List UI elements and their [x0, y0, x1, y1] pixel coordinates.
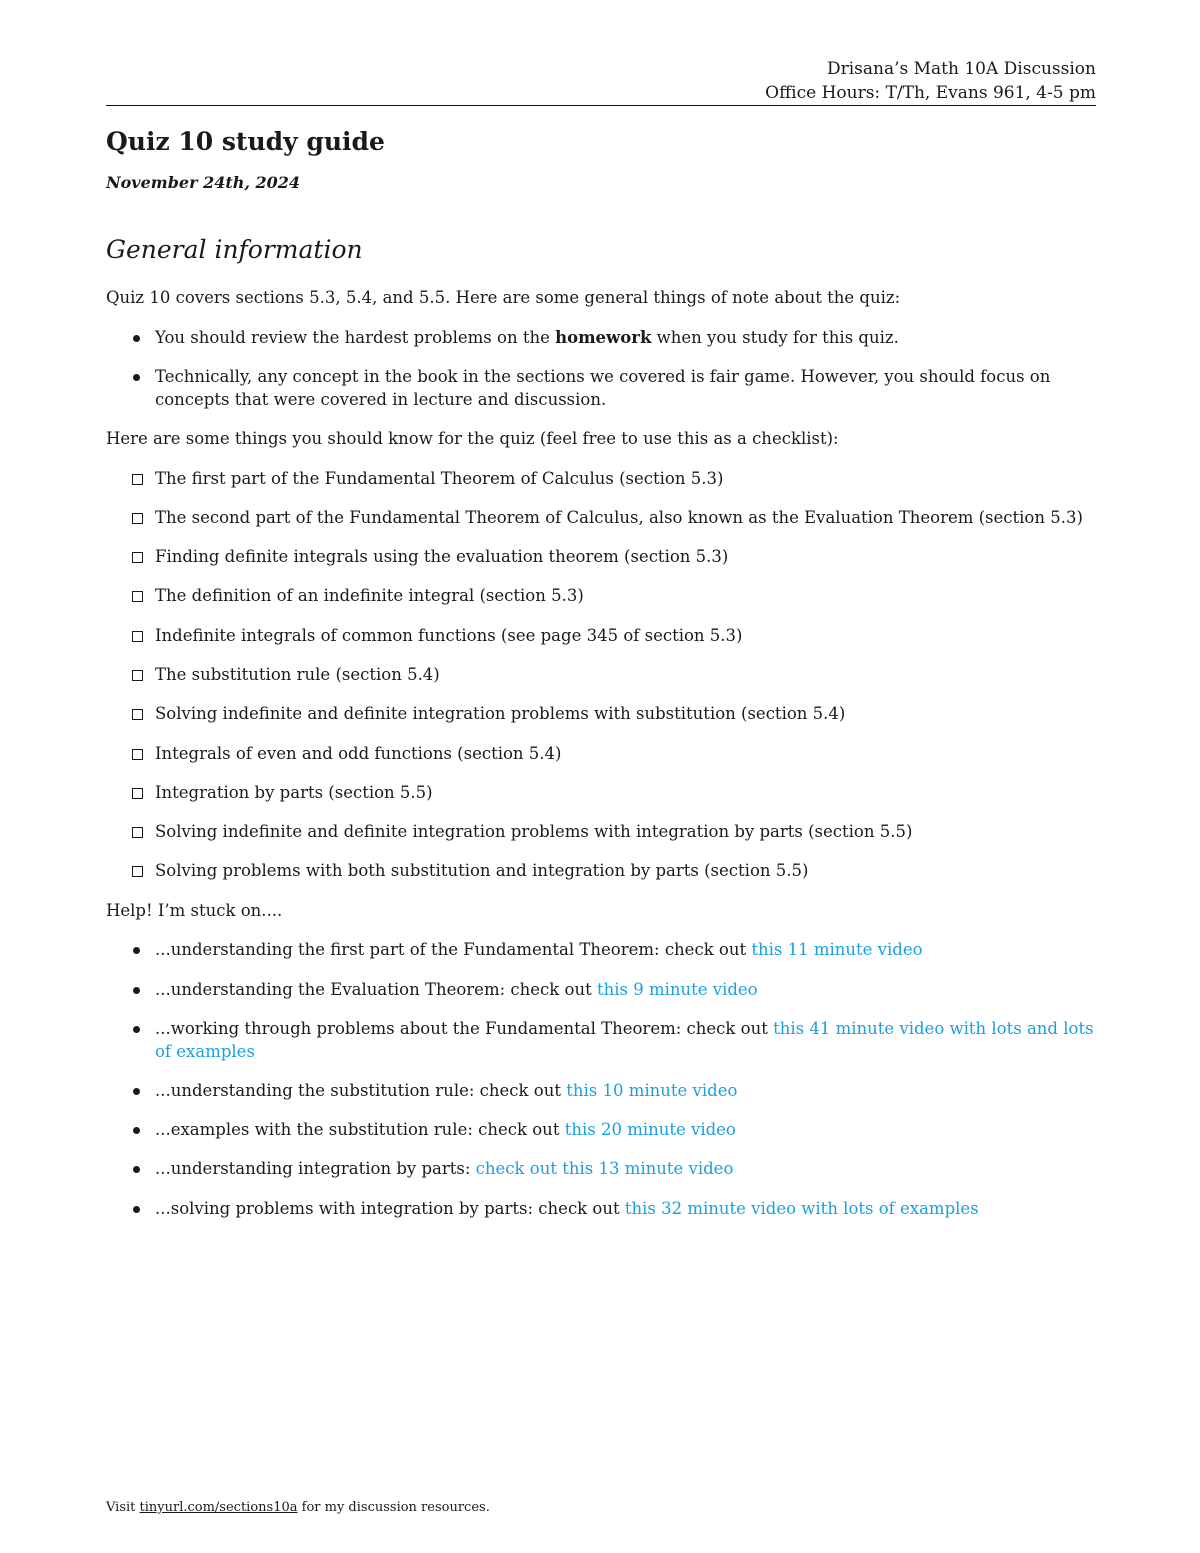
checklist-item-text: The definition of an indefinite integral (section 5.3) [155, 586, 584, 606]
checklist-item-text: The second part of the Fundamental Theorem of Calculus, also known as the Evaluation Theorem (section 5.3) [155, 507, 1083, 527]
help-item [106, 939, 1096, 962]
help-item [106, 1119, 1096, 1142]
checklist-item [106, 546, 1096, 569]
checklist-item [106, 585, 1096, 608]
checklist-item-text: Solving problems with both substitution and integration by parts (section 5.5) [155, 861, 809, 881]
bullet-icon [133, 374, 140, 381]
bullet-icon [133, 1127, 140, 1134]
video-link[interactable]: check out this 13 minute video [475, 1159, 734, 1179]
help-item [106, 979, 1096, 1002]
bullet-icon [133, 1026, 140, 1033]
header-rule [106, 105, 1096, 106]
checklist-item [106, 821, 1096, 844]
help-item-text: ...solving problems with integration by parts: check out [155, 1198, 625, 1218]
item-bold-text: homework [555, 327, 652, 347]
checkbox-icon[interactable] [132, 591, 143, 602]
header-course-line: Drisana’s Math 10A Discussion [826, 59, 1096, 79]
help-item-text: ...examples with the substitution rule: check out [155, 1120, 565, 1140]
checkbox-icon[interactable] [132, 788, 143, 799]
checklist-item [106, 468, 1096, 491]
page-header [765, 57, 1096, 105]
checklist-item-text: Integration by parts (section 5.5) [155, 782, 433, 802]
checkbox-icon[interactable] [132, 827, 143, 838]
bullet-icon [133, 1088, 140, 1095]
checkbox-icon[interactable] [132, 552, 143, 563]
general-info-list [106, 327, 1096, 412]
header-office-hours-line: Office Hours: T/Th, Evans 961, 4-5 pm [765, 83, 1096, 103]
help-item [106, 1080, 1096, 1103]
checkbox-icon[interactable] [132, 670, 143, 681]
checklist-item [106, 664, 1096, 687]
checkbox-icon[interactable] [132, 513, 143, 524]
item-text: You should review the hardest problems on the [155, 327, 556, 347]
bullet-icon [133, 335, 140, 342]
video-link[interactable]: this 41 minute video with lots and lots of examples [155, 1019, 1094, 1061]
main-content [106, 287, 1096, 1220]
bullet-icon [133, 1166, 140, 1173]
checkbox-icon[interactable] [132, 474, 143, 485]
checklist-intro: Here are some things you should know for the quiz (feel free to use this as a checklist): [106, 429, 839, 448]
checklist [106, 468, 1096, 883]
checklist-item [106, 860, 1096, 883]
checklist-item-text: Indefinite integrals of common functions (see page 345 of section 5.3) [155, 625, 743, 645]
help-item-text: ...understanding the substitution rule: check out [155, 1080, 567, 1100]
checkbox-icon[interactable] [132, 866, 143, 877]
page-date: November 24th, 2024 [106, 173, 301, 192]
help-item-text: ...understanding integration by parts: [155, 1159, 476, 1179]
video-link[interactable]: this 20 minute video [564, 1120, 736, 1140]
bullet-icon [133, 1206, 140, 1213]
checkbox-icon[interactable] [132, 749, 143, 760]
checklist-item-text: The first part of the Fundamental Theorem of Calculus (section 5.3) [155, 468, 724, 488]
page-footer [106, 1499, 490, 1517]
video-link[interactable]: this 9 minute video [596, 979, 758, 999]
video-link[interactable]: this 32 minute video with lots of examples [624, 1198, 979, 1218]
checklist-item [106, 507, 1096, 530]
checkbox-icon[interactable] [132, 709, 143, 720]
item-text: Technically, any concept in the book in the sections we covered is fair game. However, you should focus on concepts that were covered in lecture and discussion. [155, 367, 1051, 409]
checklist-item-text: The substitution rule (section 5.4) [155, 664, 440, 684]
page-title: Quiz 10 study guide [106, 127, 385, 156]
help-item [106, 1198, 1096, 1221]
checklist-item [106, 625, 1096, 648]
intro-paragraph: Quiz 10 covers sections 5.3, 5.4, and 5.5. Here are some general things of note about the quiz: [106, 288, 901, 307]
checklist-item [106, 743, 1096, 766]
checkbox-icon[interactable] [132, 631, 143, 642]
checklist-item-text: Solving indefinite and definite integration problems with substitution (section 5.4) [155, 704, 846, 724]
bullet-icon [133, 987, 140, 994]
checklist-item [106, 782, 1096, 805]
footer-link[interactable]: tinyurl.com/sections10a [139, 1500, 298, 1515]
checklist-item [106, 703, 1096, 726]
help-intro: Help! I’m stuck on.... [106, 900, 283, 920]
help-item-text: ...understanding the Evaluation Theorem: check out [155, 979, 597, 999]
help-item [106, 1158, 1096, 1181]
help-item-text: ...working through problems about the Fundamental Theorem: check out [155, 1019, 774, 1039]
help-list [106, 939, 1096, 1220]
section-heading: General information [106, 235, 363, 264]
video-link[interactable]: this 10 minute video [566, 1080, 738, 1100]
document-page [106, 0, 1096, 1553]
help-item-text: ...understanding the first part of the Fundamental Theorem: check out [155, 940, 752, 960]
item-text: when you study for this quiz. [651, 327, 899, 347]
checklist-item-text: Solving indefinite and definite integration problems with integration by parts (section 5.5) [155, 822, 913, 842]
video-link[interactable]: this 11 minute video [751, 940, 923, 960]
checklist-item-text: Finding definite integrals using the evaluation theorem (section 5.3) [155, 547, 729, 567]
list-item [106, 327, 1096, 350]
list-item [106, 366, 1096, 411]
footer-text: Visit [106, 1500, 140, 1515]
bullet-icon [133, 947, 140, 954]
checklist-item-text: Integrals of even and odd functions (section 5.4) [155, 743, 562, 763]
footer-text: for my discussion resources. [297, 1500, 490, 1515]
help-item [106, 1018, 1096, 1063]
